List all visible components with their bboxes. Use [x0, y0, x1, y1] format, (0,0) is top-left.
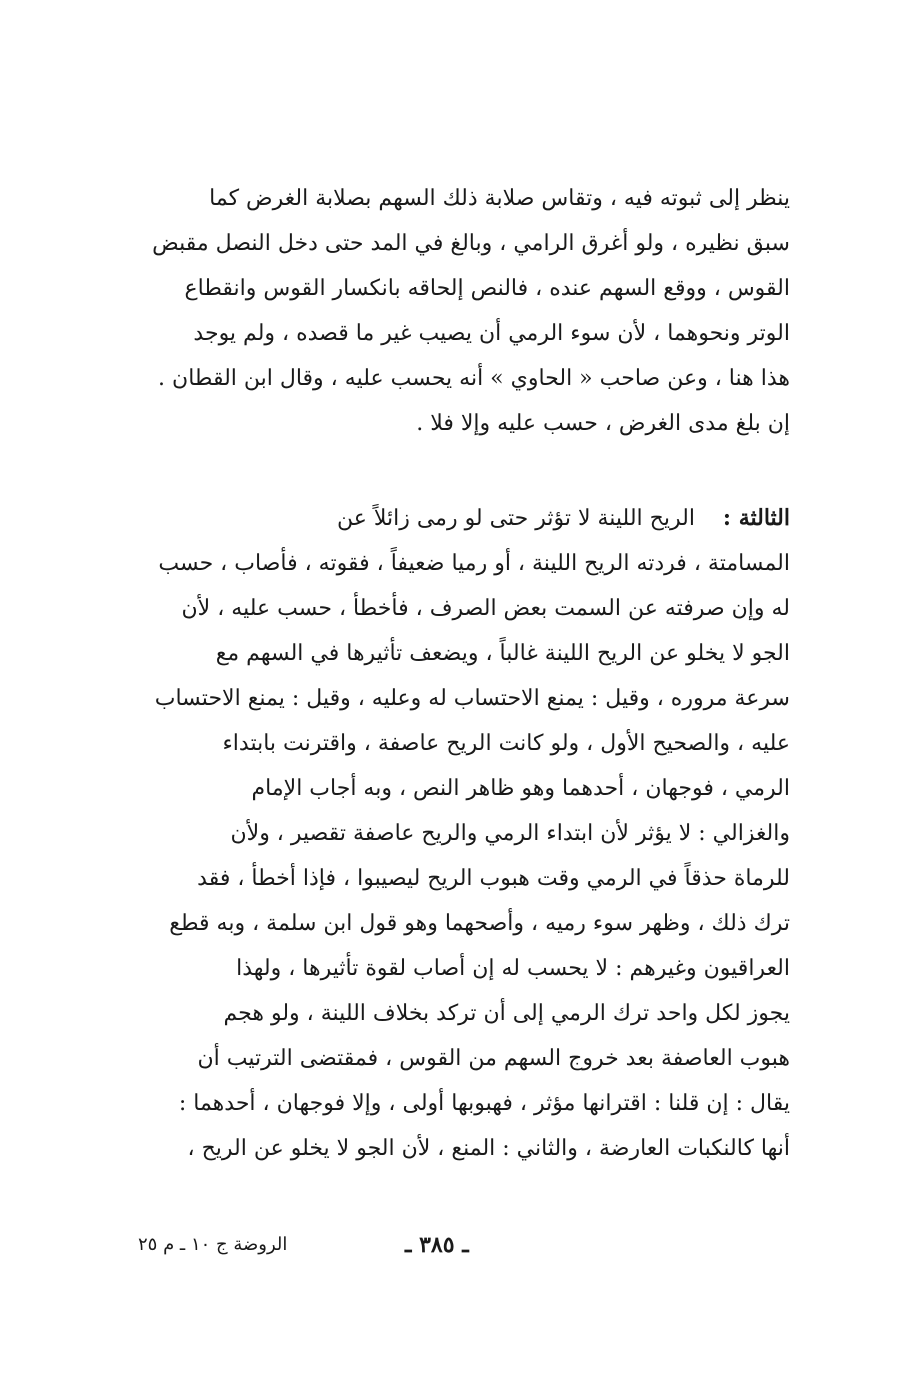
paragraph-line: المسامتة ، فردته الريح اللينة ، أو رميا ضعيفاً ، فقوته ، فأصاب ، حسب: [158, 551, 790, 576]
paragraph-line: الجو لا يخلو عن الريح اللينة غالباً ، ويضعف تأثيرها في السهم مع: [215, 641, 790, 666]
paragraph-line: له وإن صرفته عن السمت بعض الصرف ، فأخطأ ، حسب عليه ، لأن: [181, 596, 790, 621]
paragraph-line: عليه ، والصحيح الأول ، ولو كانت الريح عاصفة ، واقترنت بابتداء: [222, 731, 790, 756]
section-heading: الثالثة :: [722, 505, 790, 531]
page-number: ـ ٣٨٥ ـ: [405, 1232, 469, 1258]
paragraph-line: هذا هنا ، وعن صاحب « الحاوي » أنه يحسب عليه ، وقال ابن القطان .: [158, 366, 790, 391]
paragraph-line-text: الريح اللينة لا تؤثر حتى لو رمى زائلاً عن: [336, 506, 695, 531]
paragraph-line: للرماة حذقاً في الرمي وقت هبوب الريح ليصيبوا ، فإذا أخطأ ، فقد: [197, 866, 790, 891]
paragraph-line: القوس ، ووقع السهم عنده ، فالنص إلحاقه بانكسار القوس وانقطاع: [184, 276, 790, 301]
paragraph-first-line: [130, 496, 790, 541]
paragraph-line: يجوز لكل واحد ترك الرمي إلى أن تركد بخلاف اللينة ، ولو هجم: [223, 1001, 790, 1026]
paragraph-line: والغزالي : لا يؤثر لأن ابتداء الرمي والريح عاصفة تقصير ، ولأن: [230, 821, 790, 846]
page-footer: [0, 1232, 912, 1272]
paragraph-line: الوتر ونحوهما ، لأن سوء الرمي أن يصيب غير ما قصده ، ولم يوجد: [193, 321, 790, 346]
paragraph-line: ينظر إلى ثبوته فيه ، وتقاس صلابة ذلك السهم بصلابة الغرض كما: [209, 186, 790, 211]
paragraph-line: ترك ذلك ، وظهر سوء رميه ، وأصحهما وهو قول ابن سلمة ، وبه قطع: [169, 911, 790, 936]
paragraph-2: [130, 496, 790, 1171]
paragraph-line: هبوب العاصفة بعد خروج السهم من القوس ، فمقتضى الترتيب أن: [197, 1046, 790, 1071]
paragraph-line: الرمي ، فوجهان ، أحدهما وهو ظاهر النص ، وبه أجاب الإمام: [251, 776, 790, 801]
paragraph-line: سرعة مروره ، وقيل : يمنع الاحتساب له وعليه ، وقيل : يمنع الاحتساب: [154, 686, 790, 711]
paragraph-line: يقال : إن قلنا : اقترانها مؤثر ، فهبوبها أولى ، وإلا فوجهان ، أحدهما :: [178, 1091, 790, 1116]
paragraph-line: العراقيون وغيرهم : لا يحسب له إن أصاب لقوة تأثيرها ، ولهذا: [236, 956, 790, 981]
paragraph-line: أنها كالنكبات العارضة ، والثاني : المنع ، لأن الجو لا يخلو عن الريح ،: [187, 1136, 790, 1161]
volume-reference: الروضة ج ١٠ ـ م ٢٥: [138, 1234, 288, 1255]
paragraph-1: [130, 176, 790, 446]
paragraph-line: إن بلغ مدى الغرض ، حسب عليه وإلا فلا .: [416, 411, 790, 436]
paragraph-line: سبق نظيره ، ولو أغرق الرامي ، وبالغ في المد حتى دخل النصل مقبض: [152, 231, 790, 256]
